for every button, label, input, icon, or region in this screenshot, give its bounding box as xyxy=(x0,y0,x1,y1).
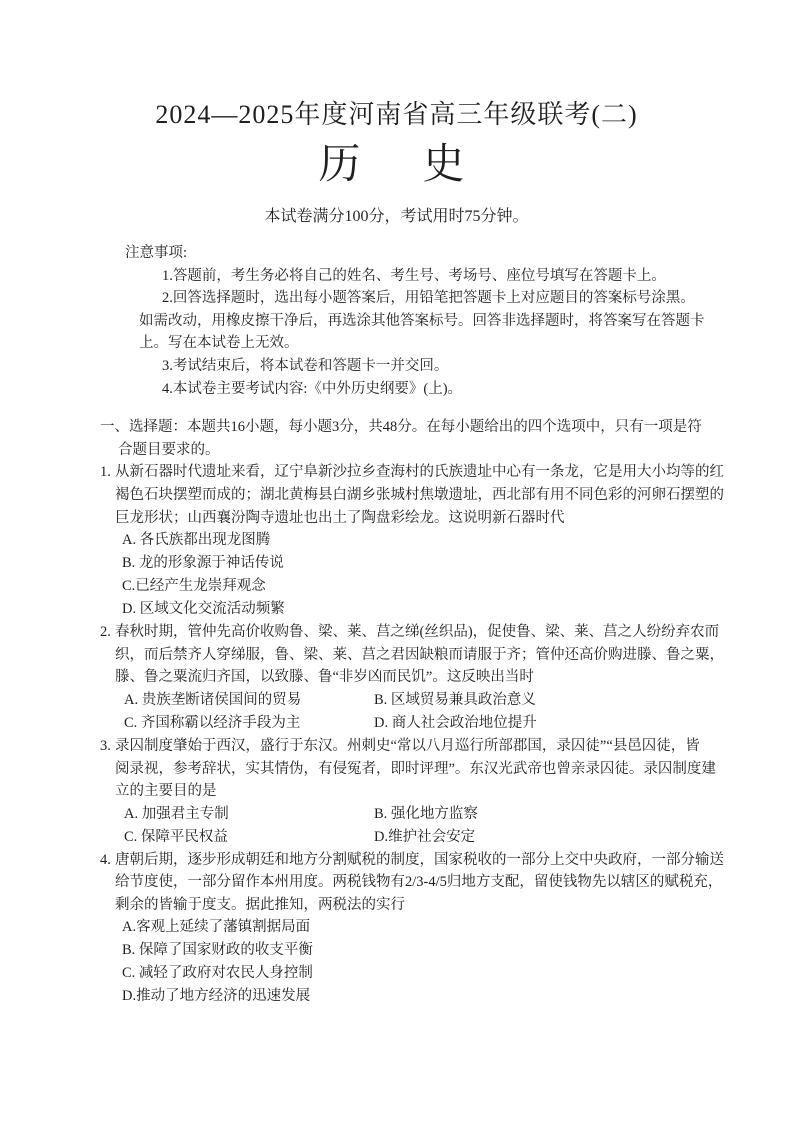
question-3-options xyxy=(124,803,693,849)
notice-line-1: 1.答题前，考生务必将自己的姓名、考生号、考场号、座位号填写在答题卡上。 xyxy=(162,267,666,284)
question-3-option-c: C. 保障平民权益 xyxy=(124,828,228,845)
question-2-options xyxy=(124,689,693,735)
notice-line-3: 3.考试结束后，将本试卷和答题卡一并交回。 xyxy=(162,357,449,374)
question-2-option-b: B. 区域贸易兼具政治意义 xyxy=(374,691,536,708)
question-4-option-a: A.客观上延续了藩镇割据局面 xyxy=(122,919,311,936)
question-1-stem-line-1 xyxy=(100,461,724,484)
exam-meta: 本试卷满分100分，考试用时75分钟。 xyxy=(264,208,529,225)
notice-line-2: 2.回答选择题时，选出每小题答案后，用铅笔把答题卡上对应题目的答案标号涂黑。 xyxy=(162,290,695,307)
question-1-number: 1. xyxy=(100,464,111,481)
question-3-option-b: B. 强化地方监察 xyxy=(374,805,478,822)
question-4-stem-line-3: 剩余的皆输于度支。据此推知，两税法的实行 xyxy=(115,896,405,913)
question-3-stem-line-1 xyxy=(100,735,700,758)
question-2-option-d: D. 商人社会政治地位提升 xyxy=(374,714,537,731)
question-4-option-d: D.推动了地方经济的迅速发展 xyxy=(122,988,311,1005)
notice-line-2-cont: 如需改动，用橡皮擦干净后，再选涂其他答案标号。回答非选择题时，将答案写在答题卡 xyxy=(139,312,705,329)
question-2-stem-line-3: 滕、鲁之粟流归齐国，以致滕、鲁“非岁凶而民饥”。这反映出当时 xyxy=(115,669,534,686)
question-2-stem-line-1 xyxy=(100,621,720,644)
question-2-stem-text: 春秋时期，管仲先高价收购鲁、梁、莱、莒之绨(丝织品)，促使鲁、梁、莱、莒之人纷纷弃农而 xyxy=(115,624,720,641)
question-1-option-c: C.已经产生龙崇拜观念 xyxy=(122,578,266,595)
question-3-number: 3. xyxy=(100,737,111,754)
question-3-stem-line-3: 立的主要目的是 xyxy=(115,783,217,800)
question-2-option-c: C. 齐国称霸以经济手段为主 xyxy=(124,714,301,731)
question-3-stem-text: 录囚制度肇始于西汉，盛行于东汉。州刺史“常以八月巡行所部郡国，录囚徒”“县邑囚徒，皆 xyxy=(115,737,700,754)
question-4-option-c: C. 减轻了政府对农民人身控制 xyxy=(122,965,313,982)
section-heading-line-2: 合题目要求的。 xyxy=(118,441,220,458)
question-2-number: 2. xyxy=(100,624,111,641)
section-heading-line-1: 一、选择题：本题共16小题，每小题3分，共48分。在每小题给出的四个选项中，只有一项是符 xyxy=(100,419,702,436)
question-4-options xyxy=(122,916,693,1008)
question-2-stem-line-2: 织，而后禁齐人穿绨服，鲁、梁、莱、莒之君因缺粮而请服于齐；管仲还高价购进滕、鲁之粟， xyxy=(115,646,724,663)
question-3 xyxy=(100,735,716,849)
question-1-option-d: D. 区域文化交流活动频繁 xyxy=(122,601,285,618)
question-4-number: 4. xyxy=(100,851,111,868)
question-4-stem-text: 唐朝后期，逐步形成朝廷和地方分割赋税的制度，国家税收的一部分上交中央政府，一部分输送 xyxy=(115,851,724,868)
notice-section xyxy=(100,242,705,400)
section-heading xyxy=(100,416,702,461)
question-2-option-a: A. 贵族垄断诸侯国间的贸易 xyxy=(124,691,302,708)
question-4-option-b: B. 保障了国家财政的收支平衡 xyxy=(122,942,313,959)
question-1-option-b: B. 龙的形象源于神话传说 xyxy=(122,555,284,572)
question-1-option-a: A. 各氏族都出现龙图腾 xyxy=(122,532,271,549)
question-1 xyxy=(100,461,724,621)
question-3-option-a: A. 加强君主专制 xyxy=(124,805,229,822)
notice-line-2-cont2: 上。写在本试卷上无效。 xyxy=(139,335,299,352)
question-1-stem-line-3: 巨龙形状；山西襄汾陶寺遗址也出土了陶盘彩绘龙。这说明新石器时代 xyxy=(115,509,565,526)
question-3-stem-line-2: 阅录视，参考辞状，实其情伪，有侵冤者，即时评理”。东汉光武帝也曾亲录囚徒。录囚制度建 xyxy=(115,760,716,777)
notice-line-4: 4.本试卷主要考试内容:《中外历史纲要》(上)。 xyxy=(162,380,463,397)
question-1-options xyxy=(122,529,693,621)
notice-label: 注意事项: xyxy=(125,245,188,261)
question-1-stem-text: 从新石器时代遗址来看，辽宁阜新沙拉乡查海村的氏族遗址中心有一条龙，它是用大小均等的红 xyxy=(115,464,724,481)
exam-title: 2024—2025年度河南省高三年级联考(二) xyxy=(155,100,638,129)
question-2 xyxy=(100,621,724,735)
question-4-stem-line-1 xyxy=(100,849,724,872)
question-1-stem-line-2: 褐色石块摆塑而成的；湖北黄梅县白湖乡张城村焦墩遗址，西北部有用不同色彩的河卵石摆塑的 xyxy=(115,486,724,503)
question-3-option-d: D.维护社会安定 xyxy=(374,828,476,845)
exam-subject: 历 史 xyxy=(318,142,475,188)
question-4-stem-line-2: 给节度使，一部分留作本州用度。两税钱物有2/3-4/5归地方支配，留使钱物先以辖区的赋税充， xyxy=(115,874,723,891)
question-4 xyxy=(100,849,724,1009)
